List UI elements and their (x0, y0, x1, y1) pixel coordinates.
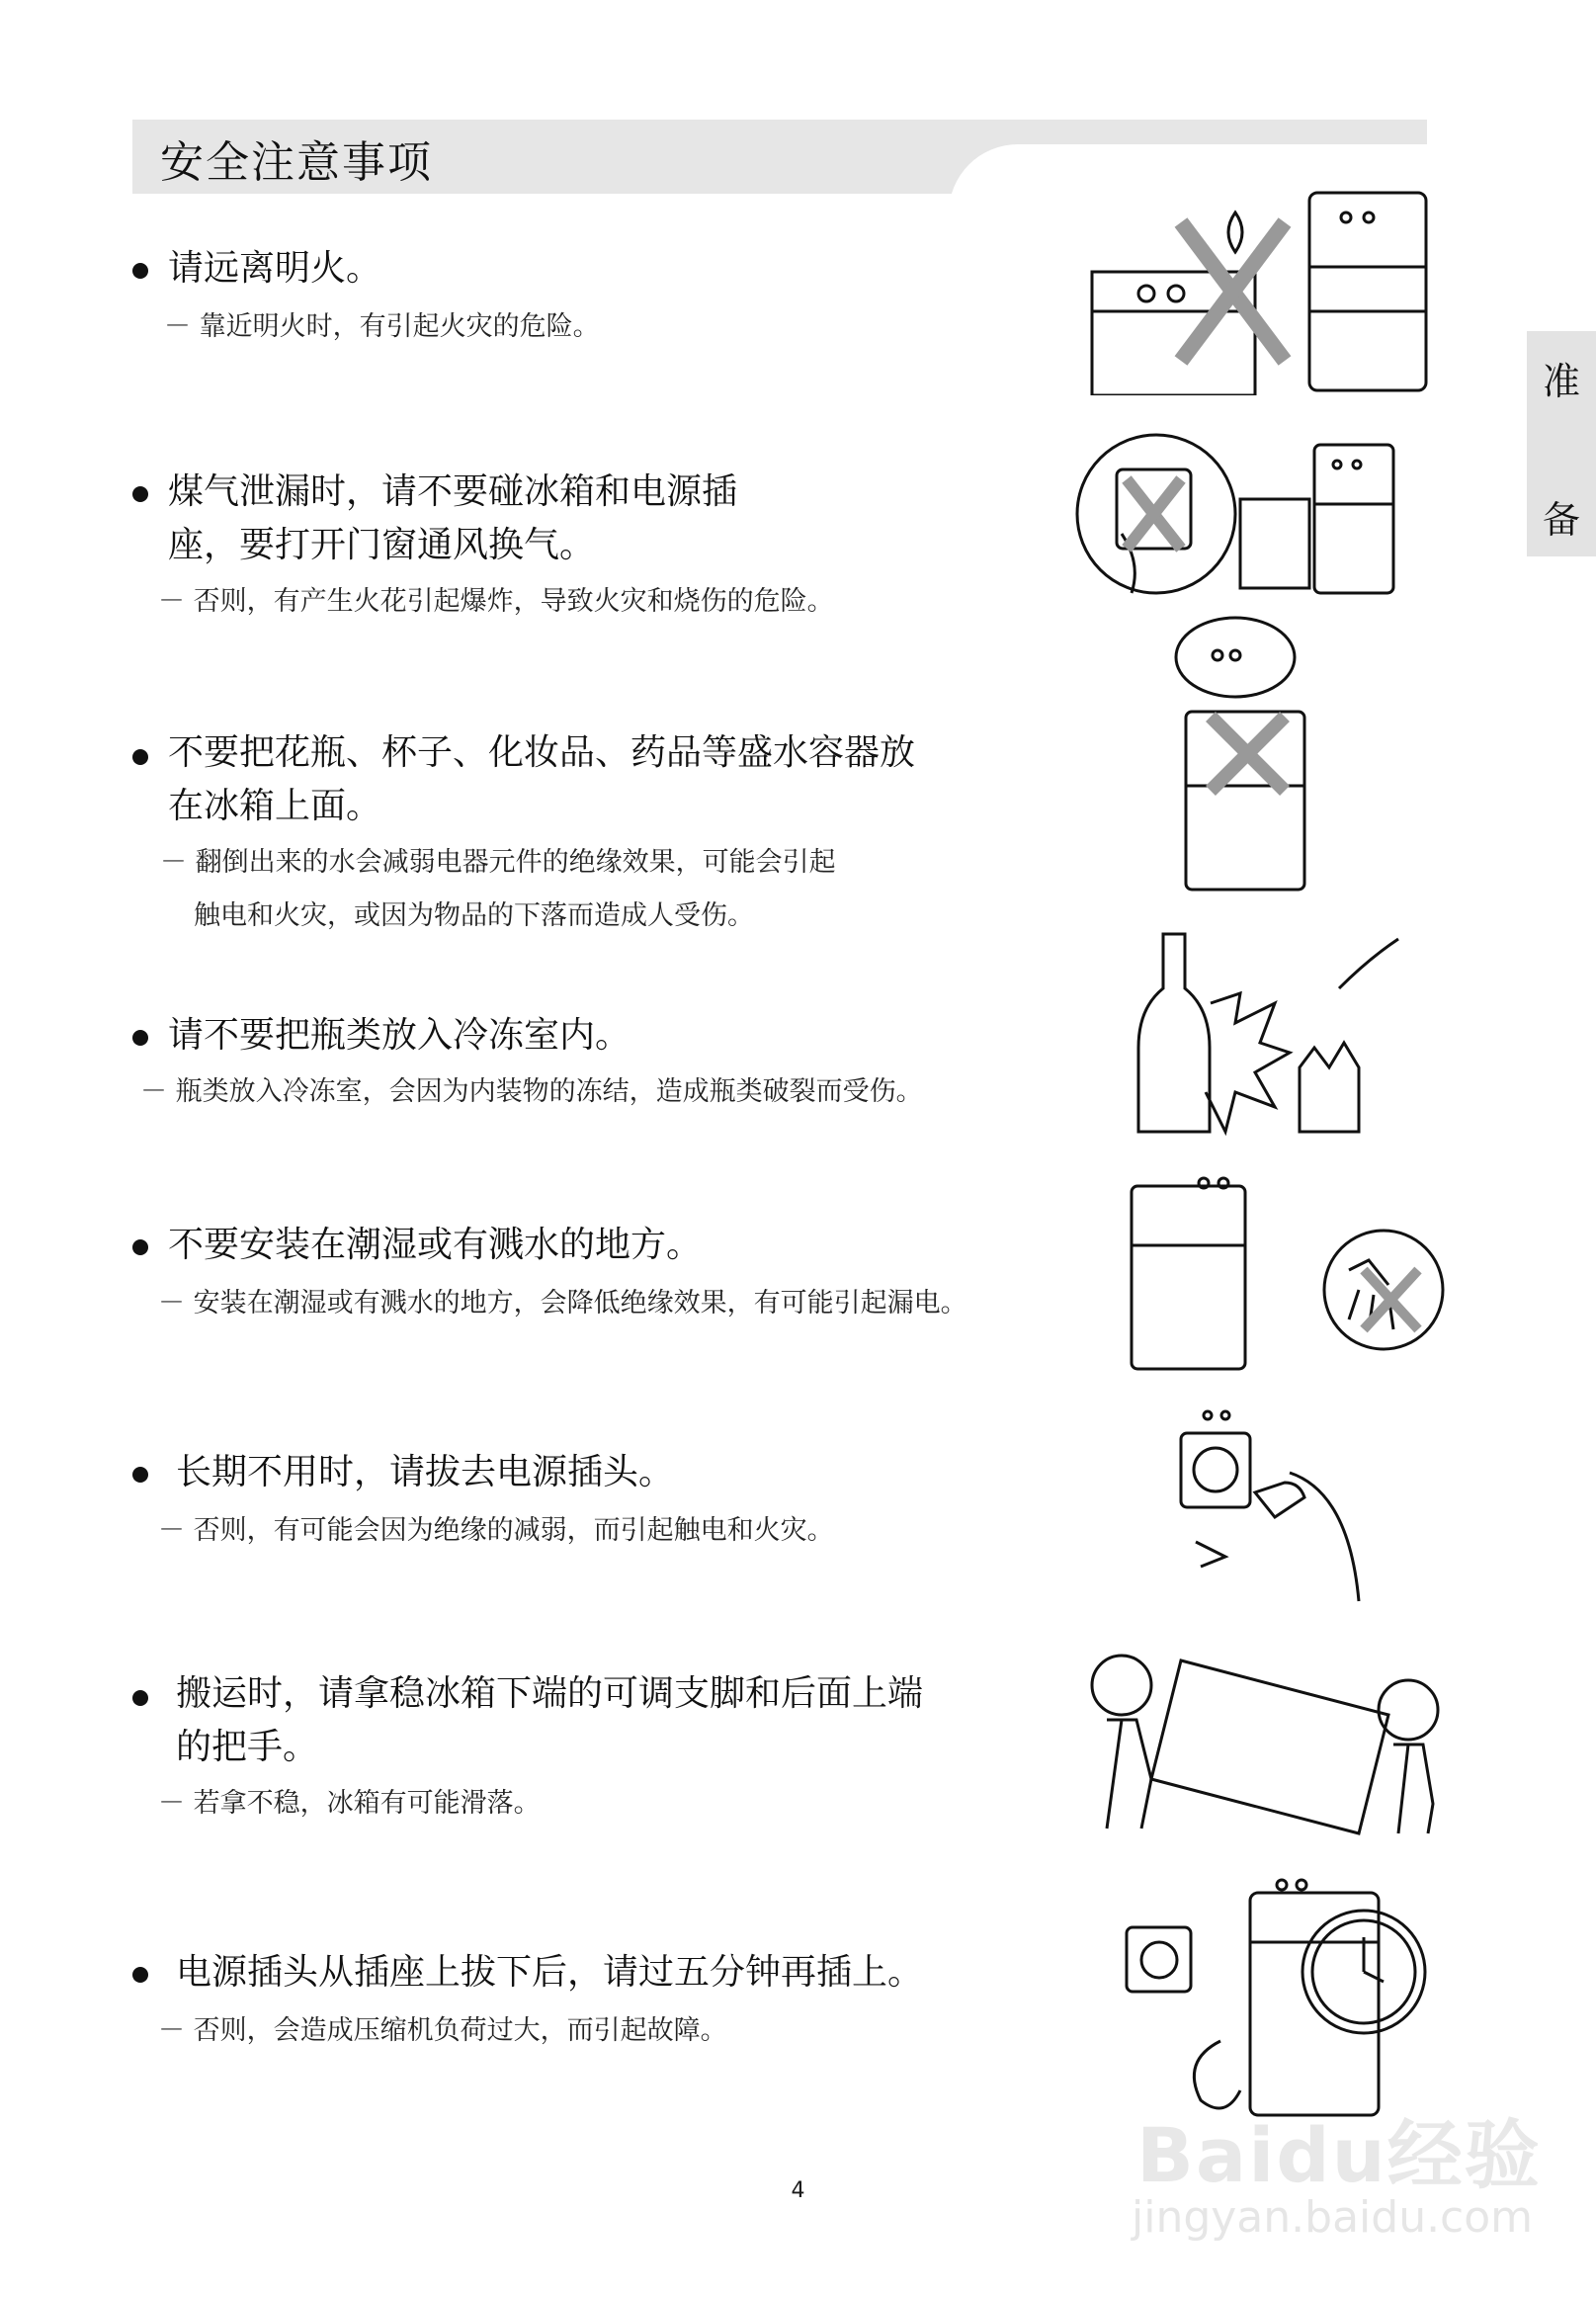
unplug-illustration (1171, 1404, 1364, 1606)
item-title: 的把手。 (176, 1727, 319, 1767)
bullet-icon (132, 1467, 148, 1483)
item-title: 请不要把瓶类放入冷冻室内。 (168, 1015, 631, 1056)
item-title: 不要安装在潮湿或有溅水的地方。 (168, 1225, 703, 1265)
bullet-icon (132, 263, 148, 279)
no-water-splash-illustration (1127, 1171, 1448, 1374)
gas-leak-illustration (1072, 425, 1398, 598)
item-title: 长期不用时，请拔去电源插头。 (176, 1452, 675, 1492)
item-note: － 安装在潮湿或有溅水的地方，会降低绝缘效果，有可能引起漏电。 (158, 1288, 967, 1319)
item-title: 煤气泄漏时，请不要碰冰箱和电源插 (168, 471, 738, 512)
bullet-icon (132, 1967, 148, 1983)
item-note: － 翻倒出来的水会减弱电器元件的绝缘效果，可能会引起 (160, 847, 836, 878)
item-title: 不要把花瓶、杯子、化妆品、药品等盛水容器放 (168, 732, 916, 773)
page-title: 安全注意事项 (160, 137, 433, 188)
item-title: 电源插头从插座上拔下后，请过五分钟再插上。 (176, 1952, 924, 1993)
bullet-icon (132, 1690, 148, 1706)
item-note: － 否则，有可能会因为绝缘的减弱，而引起触电和火灾。 (158, 1515, 834, 1546)
wait-five-minutes-illustration (1122, 1873, 1433, 2120)
item-note: － 否则，有产生火花引起爆炸，导致火灾和烧伤的危险。 (158, 586, 834, 617)
item-note: － 靠近明火时，有引起火灾的危险。 (164, 311, 600, 342)
no-containers-on-top-illustration (1136, 608, 1329, 894)
side-tab-char: 准 (1542, 360, 1580, 403)
item-note: 触电和火灾，或因为物品的下落而造成人受伤。 (194, 900, 754, 931)
side-tab-char: 备 (1542, 498, 1580, 542)
watermark-url: jingyan.baidu.com (1132, 2192, 1534, 2243)
bullet-icon (132, 1030, 148, 1046)
no-open-flame-illustration (1087, 173, 1433, 395)
bullet-icon (132, 1239, 148, 1255)
bullet-icon (132, 486, 148, 502)
page-number: 4 (791, 2178, 805, 2203)
broken-bottle-illustration (1122, 929, 1418, 1142)
item-note: － 若拿不稳，冰箱有可能滑落。 (158, 1788, 541, 1819)
carrying-illustration (1077, 1641, 1453, 1838)
watermark-logo: Baidu经验 (1136, 2111, 1542, 2199)
item-title: 座，要打开门窗通风换气。 (168, 525, 596, 565)
side-tab (1527, 331, 1596, 556)
item-title: 搬运时，请拿稳冰箱下端的可调支脚和后面上端 (176, 1673, 924, 1714)
item-note: － 否则，会造成压缩机负荷过大，而引起故障。 (158, 2015, 727, 2046)
bullet-icon (132, 749, 148, 765)
item-note: － 瓶类放入冷冻室，会因为内装物的冻结，造成瓶类破裂而受伤。 (140, 1076, 923, 1107)
item-title: 请远离明火。 (168, 248, 382, 289)
item-title: 在冰箱上面。 (168, 786, 382, 826)
